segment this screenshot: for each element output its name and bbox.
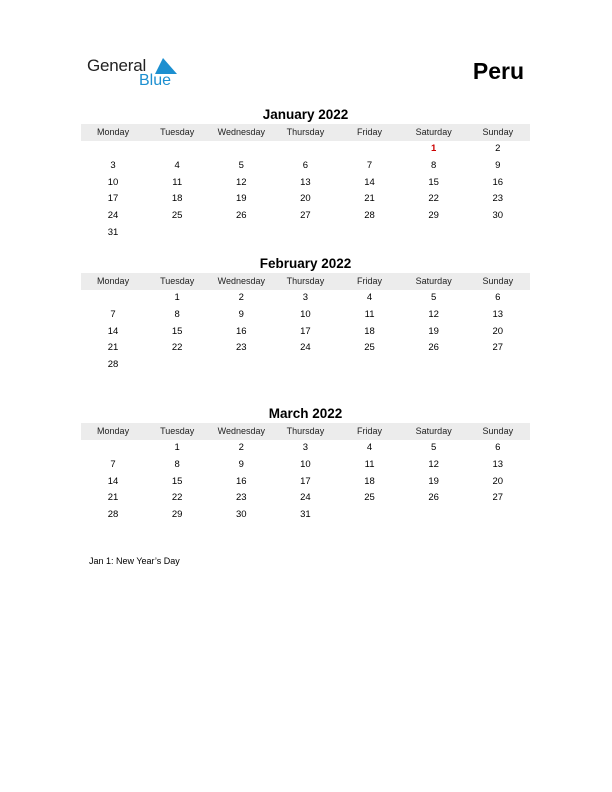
day-cell: 27 [300, 210, 311, 222]
day-cell: 13 [492, 308, 504, 320]
weekday-label: Tuesday [160, 426, 195, 436]
empty-day-cell [338, 357, 402, 374]
day-cell: 1 [174, 292, 180, 303]
day-cell: 12 [236, 176, 247, 188]
day-cell: 5 [238, 159, 244, 171]
day-cell: 27 [492, 492, 504, 504]
day-cell: 14 [364, 176, 375, 188]
holiday-note: Jan 1: New Year’s Day [89, 556, 180, 566]
empty-day-cell [145, 225, 209, 242]
weekday-label: Thursday [286, 127, 325, 137]
day-cell: 6 [302, 159, 309, 171]
day-cell: 4 [366, 292, 373, 303]
day-cell: 8 [431, 159, 437, 171]
day-cell: 20 [492, 325, 504, 337]
weekday-label: Monday [97, 426, 130, 436]
day-cell: 19 [428, 325, 439, 337]
day-cell: 9 [238, 458, 244, 470]
weekday-label: Thursday [286, 426, 325, 436]
empty-day-cell [273, 225, 337, 242]
empty-day-cell [338, 141, 402, 158]
day-cell: 26 [428, 492, 439, 504]
day-cell: 15 [171, 475, 183, 487]
weekday-label: Friday [357, 127, 383, 137]
month-february [81, 256, 530, 374]
day-cell: 24 [107, 210, 119, 222]
day-cell: 14 [107, 475, 119, 487]
day-cell: 18 [171, 193, 183, 205]
day-cell: 18 [364, 325, 375, 337]
day-cell: 26 [428, 342, 439, 354]
weekday-label: Saturday [415, 276, 452, 286]
day-cell: 9 [238, 308, 244, 320]
day-cell: 5 [431, 292, 437, 303]
empty-day-cell [402, 507, 466, 524]
empty-day-cell [402, 225, 466, 242]
day-cell: 1 [174, 442, 180, 453]
day-cell: 2 [238, 442, 244, 453]
weekday-label: Tuesday [160, 276, 195, 286]
day-cell: 17 [300, 475, 311, 487]
day-cell: 11 [364, 308, 375, 320]
weekday-label: Monday [97, 127, 130, 137]
empty-day-cell [466, 225, 530, 242]
day-cell: 9 [495, 159, 501, 171]
weekday-label: Wednesday [217, 426, 265, 436]
day-cell: 22 [428, 193, 439, 205]
day-cell: 4 [366, 442, 373, 453]
day-grid [81, 290, 530, 374]
day-grid [81, 440, 530, 524]
empty-day-cell [273, 141, 337, 158]
month-title: March 2022 [268, 406, 343, 421]
day-cell: 28 [364, 210, 375, 222]
month-january [81, 107, 530, 242]
day-cell: 16 [492, 176, 504, 188]
day-cell: 20 [492, 475, 504, 487]
empty-day-cell [209, 141, 273, 158]
day-cell: 15 [171, 325, 183, 337]
empty-day-cell [209, 357, 273, 374]
empty-day-cell [273, 357, 337, 374]
logo-word-general: General [87, 56, 147, 75]
day-cell: 13 [300, 176, 311, 188]
day-cell: 3 [110, 159, 116, 171]
day-cell: 16 [236, 325, 247, 337]
day-cell: 6 [495, 292, 501, 303]
day-cell: 8 [174, 458, 180, 470]
empty-day-cell [145, 357, 209, 374]
empty-day-cell [209, 225, 273, 242]
day-cell: 18 [364, 475, 375, 487]
day-cell: 22 [171, 342, 183, 354]
empty-day-cell [402, 357, 466, 374]
day-cell: 10 [300, 458, 311, 470]
weekday-label: Friday [357, 426, 383, 436]
day-cell: 3 [302, 292, 309, 303]
day-cell: 19 [428, 475, 439, 487]
weekday-header [81, 273, 530, 290]
day-cell: 13 [492, 458, 504, 470]
day-cell: 6 [495, 442, 501, 453]
day-cell: 7 [366, 159, 373, 171]
day-cell: 11 [172, 176, 183, 188]
day-cell: 12 [428, 458, 439, 470]
logo-word-blue: Blue [139, 72, 172, 89]
weekday-header [81, 124, 530, 141]
weekday-label: Tuesday [160, 127, 195, 137]
day-cell: 14 [107, 325, 119, 337]
day-cell: 23 [236, 492, 247, 504]
day-cell: 10 [107, 176, 119, 188]
weekday-label: Monday [97, 276, 130, 286]
empty-day-cell [338, 507, 402, 524]
day-cell: 31 [107, 226, 119, 238]
month-march [81, 406, 530, 524]
day-grid [81, 141, 530, 242]
day-cell: 4 [174, 159, 180, 171]
day-cell: 2 [238, 292, 244, 303]
day-cell: 17 [300, 325, 311, 337]
day-cell: 5 [431, 442, 437, 453]
empty-day-cell [145, 141, 209, 158]
day-cell: 24 [300, 492, 311, 504]
day-cell: 17 [107, 193, 119, 205]
weekday-label: Sunday [482, 127, 514, 137]
day-cell: 31 [300, 509, 311, 521]
empty-day-cell [338, 225, 402, 242]
day-cell: 28 [107, 509, 119, 521]
empty-day-cell [81, 440, 145, 457]
month-title: February 2022 [259, 256, 352, 271]
day-cell: 26 [236, 210, 247, 222]
day-cell: 7 [110, 458, 116, 470]
weekday-label: Wednesday [217, 276, 265, 286]
day-cell: 21 [364, 193, 375, 205]
day-cell: 22 [171, 492, 183, 504]
empty-day-cell [466, 357, 530, 374]
day-cell: 23 [236, 342, 247, 354]
weekday-label: Sunday [482, 276, 514, 286]
weekday-label: Sunday [482, 426, 514, 436]
month-title: January 2022 [262, 107, 349, 122]
day-cell: 23 [492, 193, 504, 205]
empty-day-cell [81, 141, 145, 158]
day-cell: 19 [236, 193, 247, 205]
empty-day-cell [81, 290, 145, 307]
weekday-header [81, 423, 530, 440]
day-cell: 30 [236, 509, 247, 521]
day-cell: 25 [364, 342, 375, 354]
day-cell: 16 [236, 475, 247, 487]
weekday-label: Friday [357, 276, 383, 286]
empty-day-cell [466, 507, 530, 524]
day-cell: 20 [300, 193, 311, 205]
day-cell: 24 [300, 342, 311, 354]
weekday-label: Saturday [415, 127, 452, 137]
day-cell: 30 [492, 210, 504, 222]
day-cell: 10 [300, 308, 311, 320]
day-cell: 3 [302, 442, 309, 453]
country-title: Peru [472, 58, 524, 84]
day-cell: 7 [110, 308, 116, 320]
day-cell: 28 [107, 359, 119, 371]
day-cell: 27 [492, 342, 504, 354]
day-cell: 12 [428, 308, 439, 320]
day-cell: 25 [171, 210, 183, 222]
general-blue-logo [87, 56, 187, 92]
weekday-label: Saturday [415, 426, 452, 436]
day-cell: 8 [174, 308, 180, 320]
day-cell: 25 [364, 492, 375, 504]
day-cell: 21 [107, 492, 119, 504]
day-cell: 21 [107, 342, 119, 354]
weekday-label: Wednesday [217, 127, 265, 137]
day-cell: 29 [428, 210, 439, 222]
weekday-label: Thursday [286, 276, 325, 286]
day-cell: 15 [428, 176, 439, 188]
day-cell: 29 [171, 509, 183, 521]
day-cell: 11 [364, 458, 375, 470]
holiday-day-cell: 1 [431, 143, 437, 154]
day-cell: 2 [495, 143, 501, 154]
